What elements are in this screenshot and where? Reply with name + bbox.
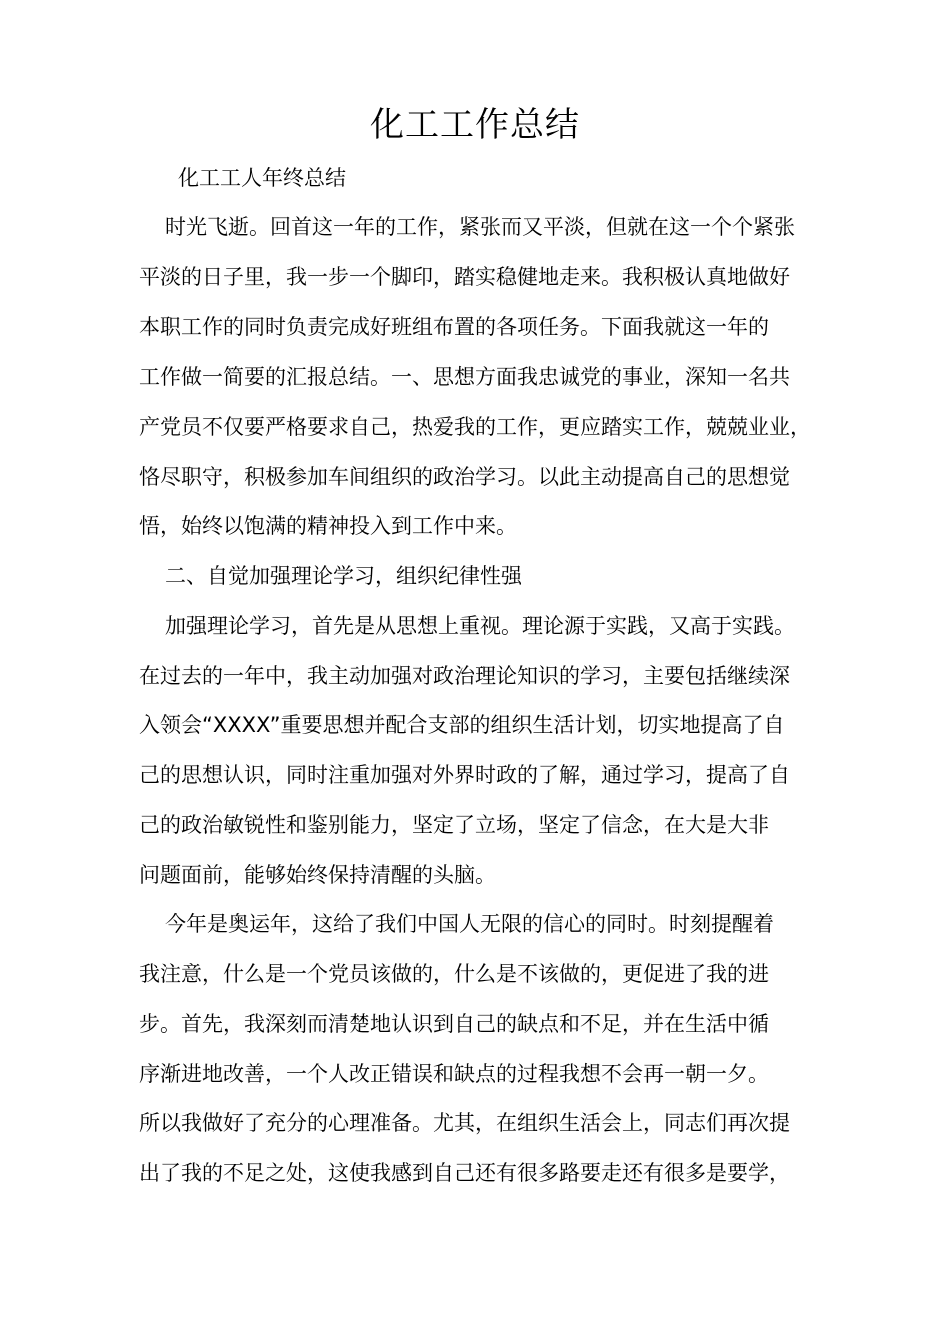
document-subtitle: 化工工人年终总结 <box>178 166 346 190</box>
text-line: 在过去的一年中，我主动加强对政治理论知识的学习，主要包括继续深 <box>139 664 790 688</box>
text-line: 加强理论学习，首先是从思想上重视。理论源于实践，又高于实践。 <box>165 614 795 638</box>
text-line: 恪尽职守，积极参加车间组织的政治学习。以此主动提高自己的思想觉 <box>139 465 790 489</box>
document-title: 化工工作总结 <box>370 105 580 145</box>
section-heading: 二、自觉加强理论学习，组织纪律性强 <box>165 564 522 588</box>
text-line: 步。首先，我深刻而清楚地认识到自己的缺点和不足，并在生活中循 <box>139 1012 769 1036</box>
text-line: 产党员不仅要严格要求自己，热爱我的工作，更应踏实工作，兢兢业业， <box>139 415 811 439</box>
text-line: 今年是奥运年，这给了我们中国人无限的信心的同时。时刻提醒着 <box>165 912 774 936</box>
text-line: 己的思想认识，同时注重加强对外界时政的了解，通过学习，提高了自 <box>139 763 790 787</box>
text-line: 所以我做好了充分的心理准备。尤其，在组织生活会上，同志们再次提 <box>139 1111 790 1135</box>
text-line: 我注意，什么是一个党员该做的，什么是不该做的，更促进了我的进 <box>139 962 769 986</box>
text-line: 入领会“XXXX”重要思想并配合支部的组织生活计划，切实地提高了自 <box>139 713 785 737</box>
text-line: 工作做一简要的汇报总结。一、思想方面我忠诚党的事业，深知一名共 <box>139 365 790 389</box>
text-line: 出了我的不足之处，这使我感到自己还有很多路要走还有很多是要学， <box>139 1161 790 1185</box>
text-line: 平淡的日子里，我一步一个脚印，踏实稳健地走来。我积极认真地做好 <box>139 265 790 289</box>
text-line: 序渐进地改善，一个人改正错误和缺点的过程我想不会再一朝一夕。 <box>139 1062 769 1086</box>
text-line: 悟，始终以饱满的精神投入到工作中来。 <box>139 514 517 538</box>
text-line: 时光飞逝。回首这一年的工作，紧张而又平淡，但就在这一个个紧张 <box>165 215 795 239</box>
text-line: 问题面前，能够始终保持清醒的头脑。 <box>139 863 496 887</box>
text-line: 本职工作的同时负责完成好班组布置的各项任务。下面我就这一年的 <box>139 315 769 339</box>
text-line: 己的政治敏锐性和鉴别能力，坚定了立场，坚定了信念，在大是大非 <box>139 813 769 837</box>
